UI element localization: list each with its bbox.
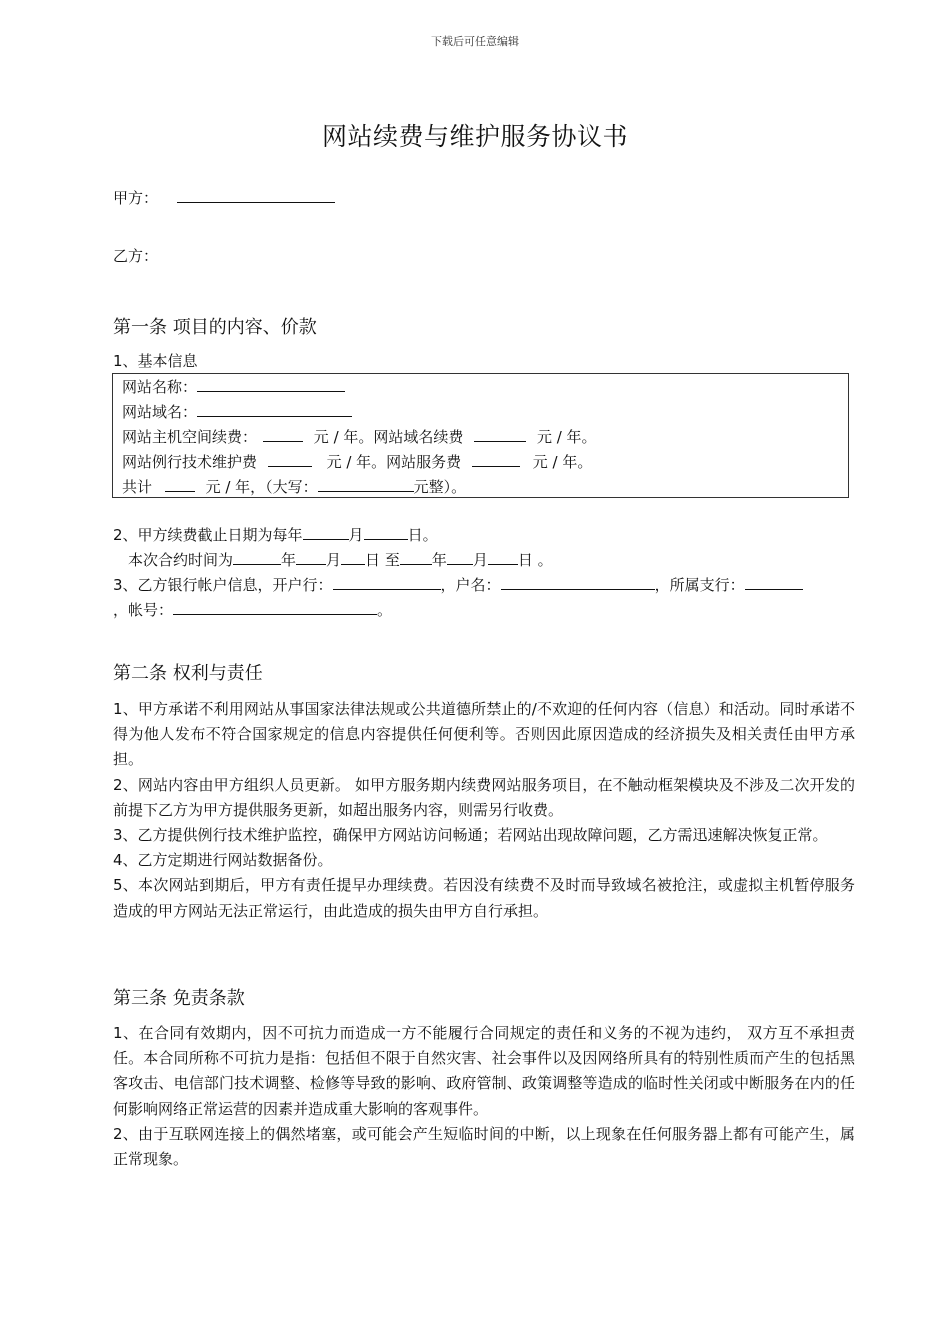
party-a-line: [113, 187, 335, 208]
start-year-label: 年: [281, 551, 297, 569]
account-number-blank[interactable]: [173, 600, 377, 615]
maintenance-fee-label: 网站例行技术维护费: [122, 453, 258, 471]
end-month-label: 月: [472, 551, 488, 569]
party-b-label: 乙方：: [113, 247, 159, 265]
section2-paragraph: 5、本次网站到期后，甲方有责任提早办理续费。若因没有续费不及时而导致域名被抢注，或虚拟主机暂停服务造成的甲方网站无法正常运行，由此造成的损失由甲方自行承担。: [113, 876, 855, 920]
document-title: 网站续费与维护服务协议书: [321, 122, 628, 151]
maintenance-fee-line: [122, 450, 592, 475]
section3-heading: 第三条 免责条款: [113, 988, 245, 1009]
end-day-blank[interactable]: [488, 550, 518, 565]
host-fee-line: [122, 425, 597, 450]
host-fee-unit: 元 / 年。网站域名续费: [313, 428, 464, 446]
total-capital-blank[interactable]: [318, 477, 414, 492]
party-a-blank[interactable]: [177, 188, 335, 203]
total-suffix: 元整）。: [413, 478, 467, 496]
contract-period-line: [128, 548, 553, 572]
site-domain-line: [122, 400, 352, 425]
bank-info-line: [113, 573, 803, 597]
renewal-day-label: 日。: [407, 526, 438, 544]
basic-info-title: 1、基本信息: [113, 352, 198, 370]
host-fee-label: 网站主机空间续费：: [122, 428, 258, 446]
end-year-blank[interactable]: [400, 550, 432, 565]
section2-heading: 第二条 权利与责任: [113, 663, 263, 684]
service-fee-unit: 元 / 年。: [532, 453, 593, 471]
maintenance-fee-blank[interactable]: [268, 452, 312, 467]
end-month-blank[interactable]: [447, 550, 473, 565]
section3-paragraph: 1、在合同有效期内，因不可抗力而造成一方不能履行合同规定的责任和义务的不视为违约， 双方互不承担责任。本合同所称不可抗力是指：包括但不限于自然灾害、社会事件以及因网络所具有的特别性质而产生的包括黑客攻击、电信部门技术调整、检修等导致的影响、政府管制、政策调整等造成的临时性关闭或中断服务在内的任何影响网络正常运营的因素并造成重大影响的客观事件。: [113, 1024, 855, 1118]
account-name-blank[interactable]: [501, 575, 655, 590]
start-day-blank[interactable]: [341, 550, 365, 565]
section2-paragraph: 2、网站内容由甲方组织人员更新。 如甲方服务期内续费网站服务项目，在不触动框架模块及不涉及二次开发的前提下乙方为甲方提供服务更新，如超出服务内容，则需另行收费。: [113, 775, 855, 819]
site-name-line: [122, 375, 345, 400]
total-label: 共计: [122, 478, 153, 496]
start-day-label: 日 至: [365, 551, 400, 569]
section3-paragraph: 2、由于互联网连接上的偶然堵塞，或可能会产生短临时间的中断，以上现象在任何服务器上都有可能产生，属正常现象。: [113, 1124, 855, 1169]
branch-blank[interactable]: [745, 575, 803, 590]
renewal-day-blank[interactable]: [364, 525, 408, 540]
maintenance-fee-unit: 元 / 年。网站服务费: [326, 453, 462, 471]
domain-fee-blank[interactable]: [474, 427, 526, 442]
branch-label: ，所属支行：: [654, 576, 745, 594]
start-month-label: 月: [326, 551, 342, 569]
start-month-blank[interactable]: [296, 550, 326, 565]
site-name-label: 网站名称：: [122, 378, 198, 396]
bank-name-blank[interactable]: [333, 575, 441, 590]
account-number-end: 。: [377, 601, 393, 619]
bank-info-label: 3、乙方银行帐户信息，开户行：: [113, 576, 333, 594]
account-name-label: ，户名：: [440, 576, 501, 594]
renewal-deadline-label: 2、甲方续费截止日期为每年: [113, 526, 303, 544]
domain-fee-unit: 元 / 年。: [536, 428, 597, 446]
total-fee-line: [122, 475, 466, 500]
total-unit: 元 / 年，（大写：: [205, 478, 318, 496]
host-fee-blank[interactable]: [263, 427, 303, 442]
service-fee-blank[interactable]: [472, 452, 520, 467]
section2-paragraphs: [113, 697, 855, 924]
section3-paragraphs: [113, 1021, 855, 1172]
renewal-deadline-line: [113, 523, 438, 547]
section2-paragraph: 1、甲方承诺不利用网站从事国家法律法规或公共道德所禁止的/不欢迎的任何内容（信息）和活动。同时承诺不得为他人发布不符合国家规定的信息内容提供任何便利等。否则因此原因造成的经济损失及相关责任由甲方承担。: [113, 700, 855, 769]
contract-period-label: 本次合约时间为: [128, 551, 234, 569]
site-domain-blank[interactable]: [197, 402, 352, 417]
renewal-month-label: 月: [348, 526, 364, 544]
section1-heading: 第一条 项目的内容、价款: [113, 317, 317, 338]
site-name-blank[interactable]: [197, 377, 345, 392]
renewal-month-blank[interactable]: [303, 525, 349, 540]
account-number-line: [113, 598, 392, 622]
start-year-blank[interactable]: [233, 550, 281, 565]
site-domain-label: 网站域名：: [122, 403, 198, 421]
account-number-label: ，帐号：: [113, 601, 174, 619]
end-year-label: 年: [431, 551, 447, 569]
party-a-label: 甲方：: [113, 189, 159, 207]
section2-paragraph: 3、乙方提供例行技术维护监控，确保甲方网站访问畅通；若网站出现故障问题，乙方需迅速解决恢复正常。: [113, 826, 828, 845]
party-b-line: [113, 245, 158, 266]
total-amount-blank[interactable]: [165, 477, 195, 492]
end-day-label: 日 。: [517, 551, 553, 569]
header-note: 下载后可任意编辑: [431, 35, 519, 48]
section2-paragraph: 4、乙方定期进行网站数据备份。: [113, 851, 333, 870]
